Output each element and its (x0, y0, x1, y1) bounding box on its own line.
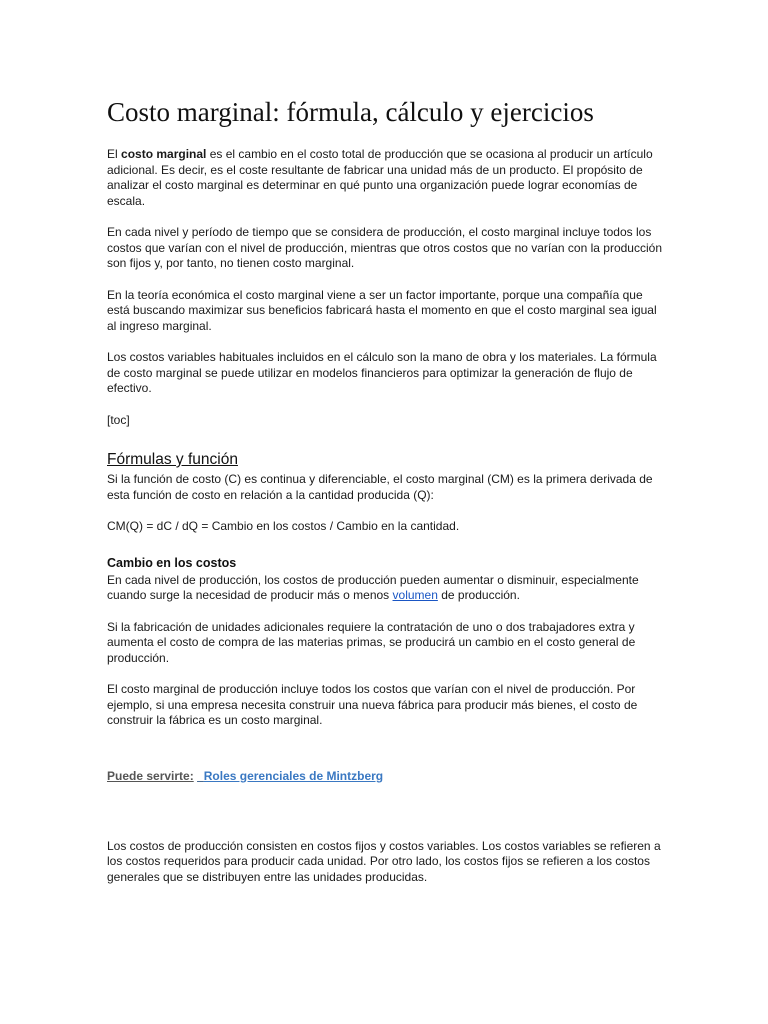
article-title: Costo marginal: fórmula, cálculo y ejercicios (107, 97, 594, 127)
formula-line: CM(Q) = dC / dQ = Cambio en los costos / Cambio en la cantidad. (107, 519, 460, 533)
intro-bold-term: costo marginal (121, 147, 207, 161)
section-heading-formulas: Fórmulas y función (107, 451, 238, 468)
article (107, 94, 663, 901)
volumen-link[interactable]: volumen (392, 588, 438, 602)
section1-paragraph: Si la función de costo (C) es continua y diferenciable, el costo marginal (CM) es la primera derivada de esta función de costo en relación a la cantidad producida (Q): (107, 472, 653, 502)
section2-paragraph-1 (107, 573, 663, 604)
related-link-text: Roles gerenciales de Mintzberg (203, 768, 384, 783)
related-link[interactable]: _Roles gerenciales de Mintzberg (197, 768, 384, 783)
section2-p1-suffix: de producción. (437, 588, 520, 602)
paragraph-2: En cada nivel y período de tiempo que se considera de producción, el costo marginal incluye todos los costos que varían con el nivel de producción, mientras que otros costos que no varían con la producción son fijos y, por tanto, no tienen costo marginal. (107, 225, 662, 270)
related-article (107, 769, 663, 784)
last-paragraph: Los costos de producción consisten en costos fijos y costos variables. Los costos variables se refieren a los costos requeridos para producir cada unidad. Por otro lado, los costos fijos se refieren a los costos generales que se distribuyen entre las unidades producidas. (107, 838, 661, 884)
section2-paragraph-2: Si la fabricación de unidades adicionales requiere la contratación de uno o dos trabajadores extra y aumenta el costo de compra de las materias primas, se producirá un cambio en el costo general de producción. (107, 619, 636, 665)
paragraph-3: En la teoría económica el costo marginal viene a ser un factor importante, porque una compañía que está buscando maximizar sus beneficios fabricará hasta el momento en que el costo marginal sea igual al ingreso marginal. (107, 287, 657, 333)
subheading-cambio-costos: Cambio en los costos (107, 555, 237, 570)
related-label: Puede servirte: (107, 768, 194, 783)
paragraph-4: Los costos variables habituales incluidos en el cálculo son la mano de obra y los materiales. La fórmula de costo marginal se puede utilizar en modelos financieros para optimizar la generación de flujo de efectivo. (107, 350, 657, 395)
intro-prefix: El (107, 147, 122, 161)
section2-paragraph-3: El costo marginal de producción incluye todos los costos que varían con el nivel de producción. Por ejemplo, si una empresa necesita construir una nueva fábrica para producir más bienes, el costo de construir la fábrica es un costo marginal. (107, 682, 638, 727)
intro-suffix: es el cambio en el costo total de producción que se ocasiona al producir un artículo adicional. Es decir, es el coste resultante de fabricar una unidad más de un producto. El propósito de analizar el costo marginal es determinar en qué punto una organización puede lograr economías de escala. (107, 147, 653, 208)
section2-p1-prefix: En cada nivel de producción, los costos de producción pueden aumentar o disminuir, especialmente cuando surge la necesidad de producir más o menos (107, 572, 639, 602)
toc-placeholder: [toc] (107, 412, 130, 427)
intro-paragraph (107, 147, 663, 209)
